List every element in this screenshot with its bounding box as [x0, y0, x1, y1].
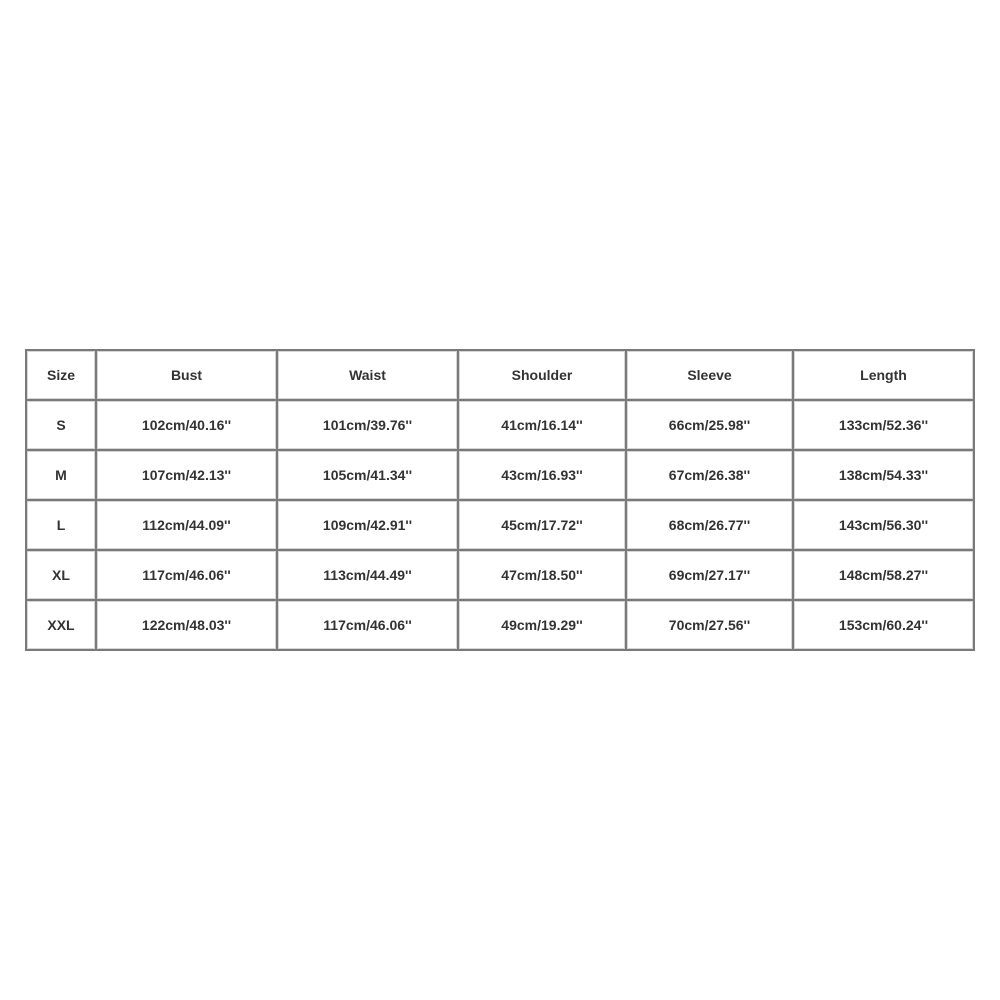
bust-cell: 117cm/46.06'' [97, 551, 278, 601]
bust-cell: 102cm/40.16'' [97, 401, 278, 451]
length-cell: 138cm/54.33'' [794, 451, 975, 501]
sleeve-cell: 67cm/26.38'' [627, 451, 794, 501]
bust-cell: 122cm/48.03'' [97, 601, 278, 651]
waist-cell: 117cm/46.06'' [278, 601, 459, 651]
table-row [27, 551, 975, 601]
sleeve-cell: 70cm/27.56'' [627, 601, 794, 651]
sleeve-cell: 68cm/26.77'' [627, 501, 794, 551]
header-length: Length [794, 351, 975, 401]
header-shoulder: Shoulder [459, 351, 627, 401]
shoulder-cell: 45cm/17.72'' [459, 501, 627, 551]
header-size: Size [27, 351, 97, 401]
header-sleeve: Sleeve [627, 351, 794, 401]
table-row [27, 401, 975, 451]
length-cell: 148cm/58.27'' [794, 551, 975, 601]
header-waist: Waist [278, 351, 459, 401]
sleeve-cell: 66cm/25.98'' [627, 401, 794, 451]
shoulder-cell: 43cm/16.93'' [459, 451, 627, 501]
waist-cell: 113cm/44.49'' [278, 551, 459, 601]
table-header-row [27, 351, 975, 401]
table-row [27, 501, 975, 551]
table-row [27, 451, 975, 501]
size-cell: S [27, 401, 97, 451]
length-cell: 143cm/56.30'' [794, 501, 975, 551]
bust-cell: 107cm/42.13'' [97, 451, 278, 501]
waist-cell: 109cm/42.91'' [278, 501, 459, 551]
size-cell: XXL [27, 601, 97, 651]
size-chart [25, 349, 975, 651]
size-chart-table [25, 349, 975, 651]
waist-cell: 105cm/41.34'' [278, 451, 459, 501]
shoulder-cell: 41cm/16.14'' [459, 401, 627, 451]
size-cell: L [27, 501, 97, 551]
length-cell: 133cm/52.36'' [794, 401, 975, 451]
shoulder-cell: 49cm/19.29'' [459, 601, 627, 651]
waist-cell: 101cm/39.76'' [278, 401, 459, 451]
size-cell: XL [27, 551, 97, 601]
sleeve-cell: 69cm/27.17'' [627, 551, 794, 601]
header-bust: Bust [97, 351, 278, 401]
bust-cell: 112cm/44.09'' [97, 501, 278, 551]
table-row [27, 601, 975, 651]
length-cell: 153cm/60.24'' [794, 601, 975, 651]
shoulder-cell: 47cm/18.50'' [459, 551, 627, 601]
size-cell: M [27, 451, 97, 501]
